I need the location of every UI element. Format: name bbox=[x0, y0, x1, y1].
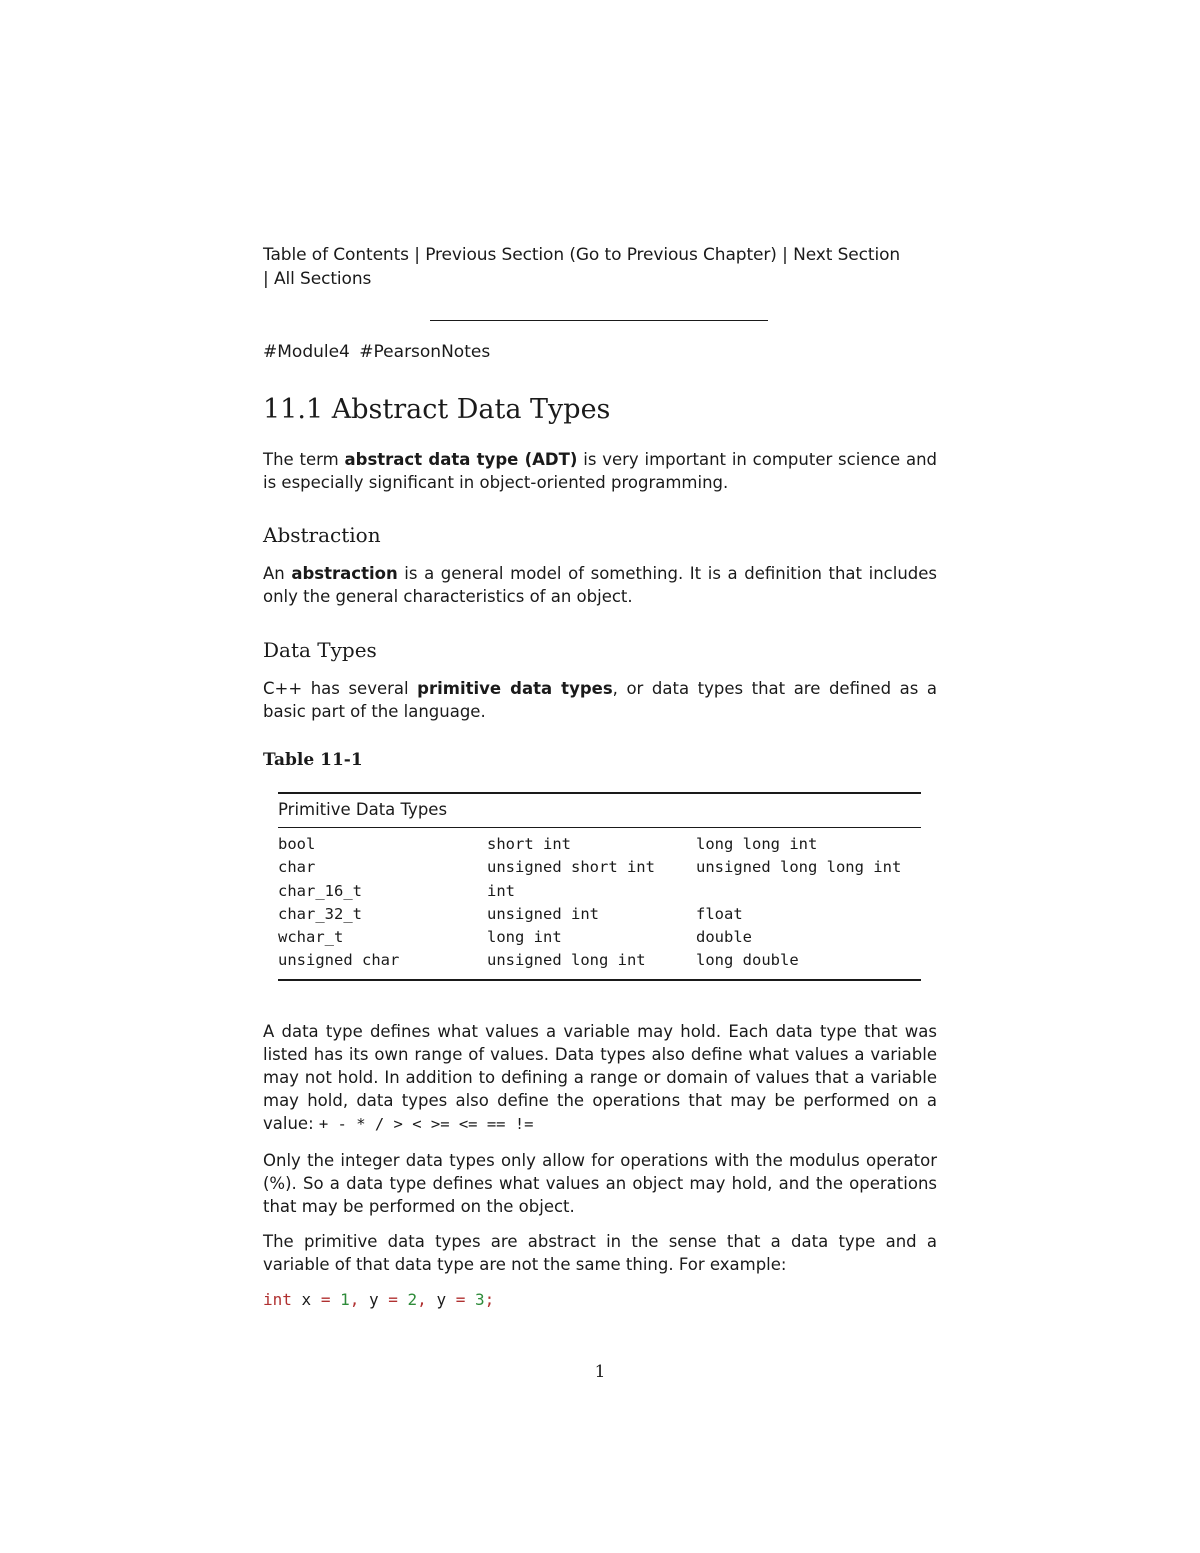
abstraction-paragraph: An abstraction is a general model of something. It is a definition that includes only the general characteristics of an object. bbox=[263, 564, 937, 606]
tag-module4[interactable]: #Module4 bbox=[263, 342, 350, 362]
previous-chapter-link[interactable]: (Go to Previous Chapter) bbox=[569, 245, 777, 265]
data-types-heading: Data Types bbox=[263, 638, 377, 662]
nav-bar bbox=[263, 243, 937, 291]
modulus-paragraph: Only the integer data types only allow for operations with the modulus operator (%). So a data type defines what values an object may hold, and the operations that may be performed on the object. bbox=[263, 1151, 937, 1216]
page-number: 1 bbox=[594, 1362, 606, 1382]
tag-pearson-notes[interactable]: #PearsonNotes bbox=[359, 342, 491, 362]
table-caption: Table 11-1 bbox=[263, 750, 363, 770]
abstract-paragraph: The primitive data types are abstract in the sense that a data type and a variable of that data type are not the same thing. For example: bbox=[263, 1232, 937, 1274]
table-row: char unsigned short int unsigned long long int bbox=[278, 858, 902, 877]
data-types-paragraph: C++ has several primitive data types, or data types that are defined as a basic part of the language. bbox=[263, 679, 937, 721]
nav-separator: | bbox=[414, 245, 420, 265]
intro-paragraph: The term abstract data type (ADT) is very important in computer science and is especially significant in object-oriented programming. bbox=[263, 450, 937, 492]
all-sections-link[interactable]: All Sections bbox=[273, 269, 372, 289]
table-header: Primitive Data Types bbox=[278, 800, 448, 819]
abstraction-heading: Abstraction bbox=[263, 523, 381, 547]
table-of-contents-link[interactable]: Table of Contents bbox=[263, 245, 409, 265]
horizontal-rule bbox=[430, 320, 768, 321]
data-type-definition-paragraph: A data type defines what values a variable may hold. Each data type that was listed has its own range of values. Data types also define what values a variable may not hold. In addition to defining a range or domain of values that a variable may hold, data types also define the operations that may be performed on a value: + - * / > < >= <= == != bbox=[263, 1022, 937, 1133]
page-title: 11.1 Abstract Data Types bbox=[263, 394, 611, 425]
table-row: wchar_t long int double bbox=[278, 928, 752, 947]
nav-separator: | bbox=[263, 269, 269, 289]
tag-list bbox=[263, 342, 494, 362]
table-row: unsigned char unsigned long int long double bbox=[278, 951, 799, 970]
table-row: bool short int long long int bbox=[278, 835, 818, 853]
operators-list: + - * / > < >= <= == != bbox=[318, 1115, 534, 1133]
table-row: char_16_t int bbox=[278, 881, 515, 900]
table-row: char_32_t unsigned int float bbox=[278, 904, 743, 923]
previous-section-link[interactable]: Previous Section bbox=[425, 245, 564, 265]
next-section-link[interactable]: Next Section bbox=[793, 245, 901, 265]
primitive-types-table bbox=[278, 792, 921, 981]
code-example: int x = 1, y = 2, y = 3; bbox=[263, 1290, 495, 1309]
nav-separator: | bbox=[782, 245, 788, 265]
